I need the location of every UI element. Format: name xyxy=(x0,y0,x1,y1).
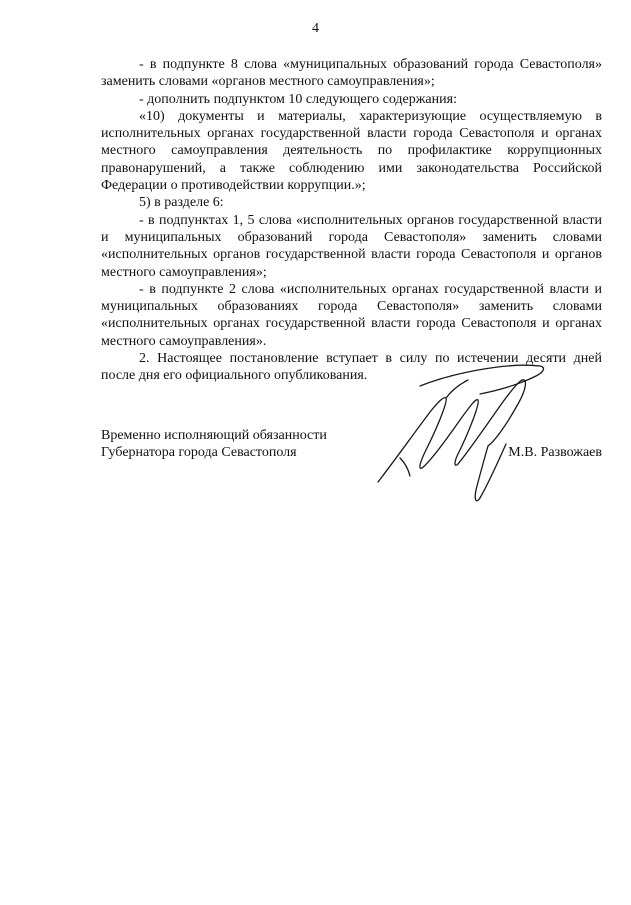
signatory-position: Губернатора города Севастополя xyxy=(101,445,297,461)
paragraph: 5) в разделе 6: xyxy=(139,195,224,211)
signatory-position: Временно исполняющий обязанности xyxy=(101,428,327,443)
paragraph: «10) документы и материалы, характеризующие осуществляемую в исполнительных органах государственной власти города Севастополя и органах местного самоуправления деятельность по профилактике коррупционных правонарушений, а также соблюдению ими законодательства Российской Федерации о противодействии коррупции.»; xyxy=(101,108,602,194)
paragraph: - в подпункте 8 слова «муниципальных образований города Севастополя» заменить словами «органов местного самоуправления»; xyxy=(101,57,602,90)
signature-block xyxy=(101,427,602,462)
paragraph: - в подпунктах 1, 5 слова «исполнительных органов государственной власти и муниципальных образований города Севастополя» заменить словами «исполнительных органов государственной власти города Севастополя и органов местного самоуправления»; xyxy=(101,212,602,280)
paragraph: 2. Настоящее постановление вступает в силу по истечении десяти дней после дня его официального опубликования. xyxy=(101,351,602,384)
paragraph: - в подпункте 2 слова «исполнительных органах государственной власти и муниципальных образованиях города Севастополя» заменить словами «исполнительных органах государственной власти города Севастополя и органах местного самоуправления». xyxy=(101,281,602,349)
paragraph: - дополнить подпунктом 10 следующего содержания: xyxy=(139,91,457,107)
document-body xyxy=(101,56,602,385)
page-number: 4 xyxy=(312,21,319,36)
signatory-name: М.В. Развожаев xyxy=(508,445,602,461)
